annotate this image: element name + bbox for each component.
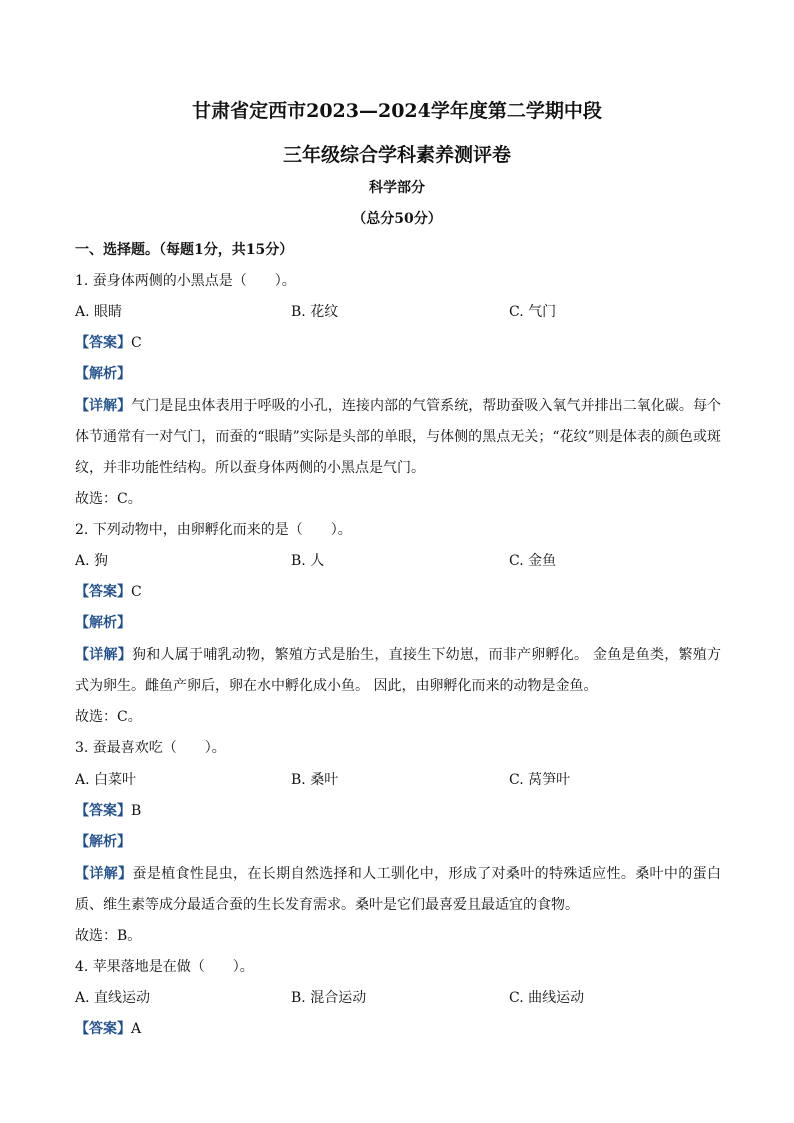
question-3-option-c: C. 莴笋叶 xyxy=(509,772,571,788)
document-title-line2: 三年级综合学科素养测评卷 xyxy=(282,144,511,166)
question-3-conclusion: 故选：B。 xyxy=(75,928,142,944)
question-1-option-c: C. 气门 xyxy=(509,304,557,320)
question-3-option-b: B. 桑叶 xyxy=(291,772,339,788)
question-1-option-a: A. 眼睛 xyxy=(75,304,123,320)
answer-value: B xyxy=(131,803,142,819)
question-3-detail xyxy=(75,859,721,921)
answer-label: 【答案】 xyxy=(75,803,131,819)
detail-text: 蚕是植食性昆虫，在长期自然选择和人工驯化中，形成了对桑叶的特殊适应性。桑叶中的蛋白质、维生素等成分最适合蚕的生长发育需求。桑叶是它们最喜爱且最适宜的食物。 xyxy=(75,866,722,913)
answer-value: C xyxy=(131,584,142,600)
question-1-stem: 1. 蚕身体两侧的小黑点是（ ）。 xyxy=(75,273,296,289)
question-2-option-a: A. 狗 xyxy=(75,553,109,569)
analysis-label: 【解析】 xyxy=(75,366,131,382)
question-3-analysis-label xyxy=(75,833,721,851)
detail-text: 气门是昆虫体表用于呼吸的小孔，连接内部的气管系统，帮助蚕吸入氧气并排出二氧化碳。每个体节通常有一对气门，而蚕的“眼睛”实际是头部的单眼，与体侧的黑点无关；“花纹”则是体表的颜色或斑纹，并非功能性结构。所以蚕身体两侧的小黑点是气门。 xyxy=(75,398,722,476)
question-4-option-c: C. 曲线运动 xyxy=(509,990,585,1006)
answer-label: 【答案】 xyxy=(75,584,131,600)
detail-text: 狗和人属于哺乳动物，繁殖方式是胎生，直接生下幼崽，而非产卵孵化。 金鱼是鱼类，繁殖方式为卵生。雌鱼产卵后，卵在水中孵化成小鱼。 因此，由卵孵化而来的动物是金鱼。 xyxy=(75,647,721,694)
total-score-label: （总分50分） xyxy=(352,211,442,227)
analysis-label: 【解析】 xyxy=(75,615,131,631)
question-4-option-b: B. 混合运动 xyxy=(291,990,367,1006)
answer-label: 【答案】 xyxy=(75,335,131,351)
detail-label: 【详解】 xyxy=(75,398,132,414)
question-1-analysis-label xyxy=(75,365,721,383)
question-1-conclusion: 故选：C。 xyxy=(75,491,142,507)
question-4-option-a: A. 直线运动 xyxy=(75,990,151,1006)
question-2-detail xyxy=(75,640,721,702)
question-3-stem: 3. 蚕最喜欢吃（ ）。 xyxy=(75,740,226,756)
question-3-answer xyxy=(75,802,721,820)
subject-label: 科学部分 xyxy=(369,180,425,196)
question-2-conclusion: 故选：C。 xyxy=(75,709,142,725)
question-4-stem: 4. 苹果落地是在做（ ）。 xyxy=(75,959,254,975)
question-1-detail xyxy=(75,391,721,484)
question-1-answer xyxy=(75,334,721,352)
question-2-option-b: B. 人 xyxy=(291,553,325,569)
section-heading: 一、选择题。（每题1分，共15分） xyxy=(75,242,294,258)
answer-label: 【答案】 xyxy=(75,1021,131,1037)
question-2-stem: 2. 下列动物中，由卵孵化而来的是（ ）。 xyxy=(75,522,352,538)
question-2-answer xyxy=(75,583,721,601)
detail-label: 【详解】 xyxy=(75,866,133,882)
question-3-option-a: A. 白菜叶 xyxy=(75,772,137,788)
answer-value: C xyxy=(131,335,142,351)
analysis-label: 【解析】 xyxy=(75,834,131,850)
question-2-option-c: C. 金鱼 xyxy=(509,553,557,569)
question-4-answer xyxy=(75,1020,721,1038)
answer-value: A xyxy=(131,1021,142,1037)
question-1-option-b: B. 花纹 xyxy=(291,304,339,320)
question-2-analysis-label xyxy=(75,614,721,632)
detail-label: 【详解】 xyxy=(75,647,133,663)
document-title-line1: 甘肃省定西市2023—2024学年度第二学期中段 xyxy=(192,100,602,122)
